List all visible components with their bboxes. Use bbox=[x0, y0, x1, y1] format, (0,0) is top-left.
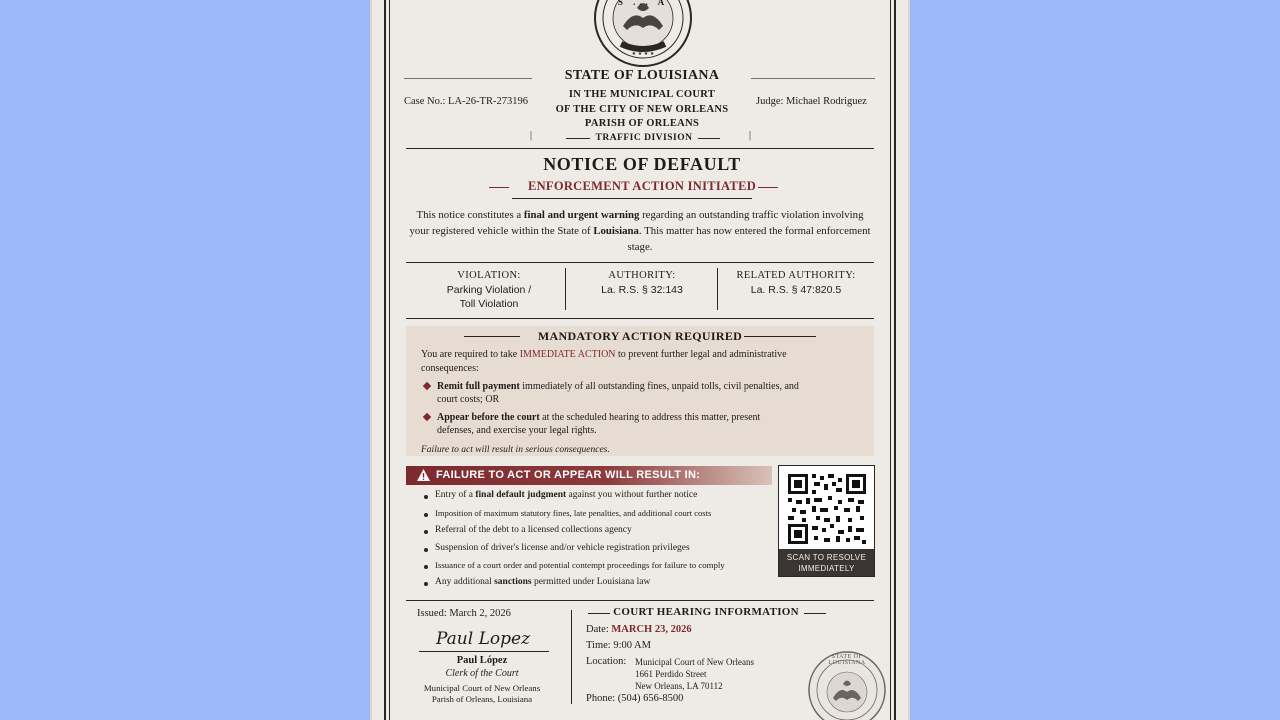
mandatory-title: MANDATORY ACTION REQUIRED bbox=[537, 329, 743, 343]
bullet-icon bbox=[424, 582, 428, 586]
bullet-icon bbox=[424, 530, 428, 534]
failure-item-1: Entry of a final default judgment against you without further notice bbox=[435, 490, 698, 500]
failure-item-2: Imposition of maximum statutory fines, late penalties, and additional court costs bbox=[435, 508, 712, 518]
mandatory-item-payment-line2: court costs; OR bbox=[437, 394, 500, 405]
court-line-3: PARISH OF ORLEANS bbox=[584, 118, 700, 129]
bullet-icon bbox=[424, 548, 428, 552]
hearing-title: COURT HEARING INFORMATION bbox=[613, 606, 799, 618]
bracket-right: | bbox=[749, 130, 752, 141]
info-rule-bottom bbox=[406, 318, 874, 319]
header-rule-left bbox=[404, 78, 532, 79]
division-rule-right bbox=[698, 138, 720, 139]
notice-intro: This notice constitutes a final and urgent warning regarding an outstanding traffic violation involving your registered vehicle within the State of Louisiana. This matter has now entered the formal enforcement stage. bbox=[409, 209, 871, 253]
judge-name: Judge: Michael Rodriguez bbox=[756, 96, 867, 107]
authority-value: La. R.S. § 32:143 bbox=[601, 284, 683, 296]
bullet-icon bbox=[424, 495, 428, 499]
mandatory-lead-line2: consequences: bbox=[421, 363, 479, 374]
authority-cell bbox=[566, 270, 718, 297]
mandatory-item-appear-line2: defenses, and exercise your legal rights. bbox=[437, 425, 597, 436]
clerk-org-line2: Parish of Orleans, Louisiana bbox=[431, 694, 533, 704]
state-name: STATE OF LOUISIANA bbox=[564, 68, 720, 83]
failure-item-3: Referral of the debt to a licensed collections agency bbox=[435, 525, 632, 535]
subtitle-underline bbox=[512, 198, 752, 199]
court-line-2: OF THE CITY OF NEW ORLEANS bbox=[555, 104, 729, 115]
notice-title: NOTICE OF DEFAULT bbox=[543, 154, 741, 174]
clerk-signature bbox=[430, 624, 540, 650]
seal-lettering: S ... A bbox=[617, 0, 669, 7]
division-label: TRAFFIC DIVISION bbox=[595, 133, 693, 143]
bottom-divider bbox=[406, 600, 874, 601]
state-seal-icon bbox=[593, 0, 693, 68]
mandatory-item-payment: Remit full payment immediately of all outstanding fines, unpaid tolls, civil penalties, and bbox=[437, 381, 799, 392]
header-divider bbox=[406, 148, 874, 149]
related-authority-cell bbox=[718, 270, 874, 297]
violation-label: VIOLATION: bbox=[457, 270, 521, 281]
svg-text:★ ★ ★ ★: ★ ★ ★ ★ bbox=[631, 51, 655, 57]
bullet-icon bbox=[424, 513, 428, 517]
location-line-3: New Orleans, LA 70112 bbox=[635, 681, 723, 691]
warning-icon bbox=[416, 468, 431, 482]
bottom-separator bbox=[571, 610, 572, 704]
hearing-phone: Phone: (504) 656-8500 bbox=[586, 693, 684, 704]
case-number: Case No.: LA-26-TR-273196 bbox=[404, 96, 528, 107]
related-authority-value: La. R.S. § 47:820.5 bbox=[750, 284, 842, 296]
hearing-date: Date: MARCH 23, 2026 bbox=[586, 624, 692, 635]
info-rule-top bbox=[406, 262, 874, 263]
notice-subtitle: ENFORCEMENT ACTION INITIATED bbox=[527, 179, 757, 193]
violation-value: Parking Violation / Toll Violation bbox=[446, 284, 532, 310]
seal-bottom-lettering: STATE OF LOUISIANA bbox=[828, 654, 866, 666]
court-line-1: IN THE MUNICIPAL COURT bbox=[568, 89, 716, 100]
division-rule-left bbox=[566, 138, 590, 139]
clerk-org-line1: Municipal Court of New Orleans bbox=[423, 683, 541, 693]
violation-cell bbox=[412, 270, 566, 311]
signature-line bbox=[419, 651, 549, 652]
clerk-title: Clerk of the Court bbox=[445, 668, 519, 679]
bracket-left: | bbox=[530, 130, 533, 141]
failure-title: FAILURE TO ACT OR APPEAR WILL RESULT IN: bbox=[436, 469, 701, 481]
mandatory-lead: You are required to take IMMEDIATE ACTION to prevent further legal and administrative bbox=[421, 349, 787, 360]
mandatory-warning: Failure to act will result in serious consequences. bbox=[421, 445, 610, 455]
svg-text:Paul Lopez: Paul Lopez bbox=[436, 629, 531, 649]
failure-item-6: Any additional sanctions permitted under Louisiana law bbox=[435, 577, 651, 587]
hearing-date-value: MARCH 23, 2026 bbox=[611, 624, 692, 635]
hearing-location-label: Location: bbox=[586, 656, 627, 667]
related-authority-label: RELATED AUTHORITY: bbox=[736, 270, 856, 281]
hearing-time: Time: 9:00 AM bbox=[586, 640, 651, 651]
location-line-1: Municipal Court of New Orleans bbox=[635, 657, 754, 667]
location-line-2: 1661 Perdido Street bbox=[635, 669, 707, 679]
failure-item-5: Issuance of a court order and potential contempt proceedings for failure to comply bbox=[435, 560, 725, 570]
failure-item-4: Suspension of driver's license and/or vehicle registration privileges bbox=[435, 543, 690, 553]
authority-label: AUTHORITY: bbox=[608, 270, 676, 281]
mandatory-item-appear: Appear before the court at the scheduled hearing to address this matter, present bbox=[437, 412, 761, 423]
qr-scan-label: SCAN TO RESOLVE IMMEDIATELY bbox=[779, 549, 874, 576]
issued-date: Issued: March 2, 2026 bbox=[417, 608, 511, 619]
header-rule-right bbox=[751, 78, 875, 79]
bullet-icon bbox=[424, 565, 428, 569]
qr-code-icon[interactable] bbox=[788, 474, 866, 544]
clerk-name: Paul López bbox=[456, 655, 508, 666]
